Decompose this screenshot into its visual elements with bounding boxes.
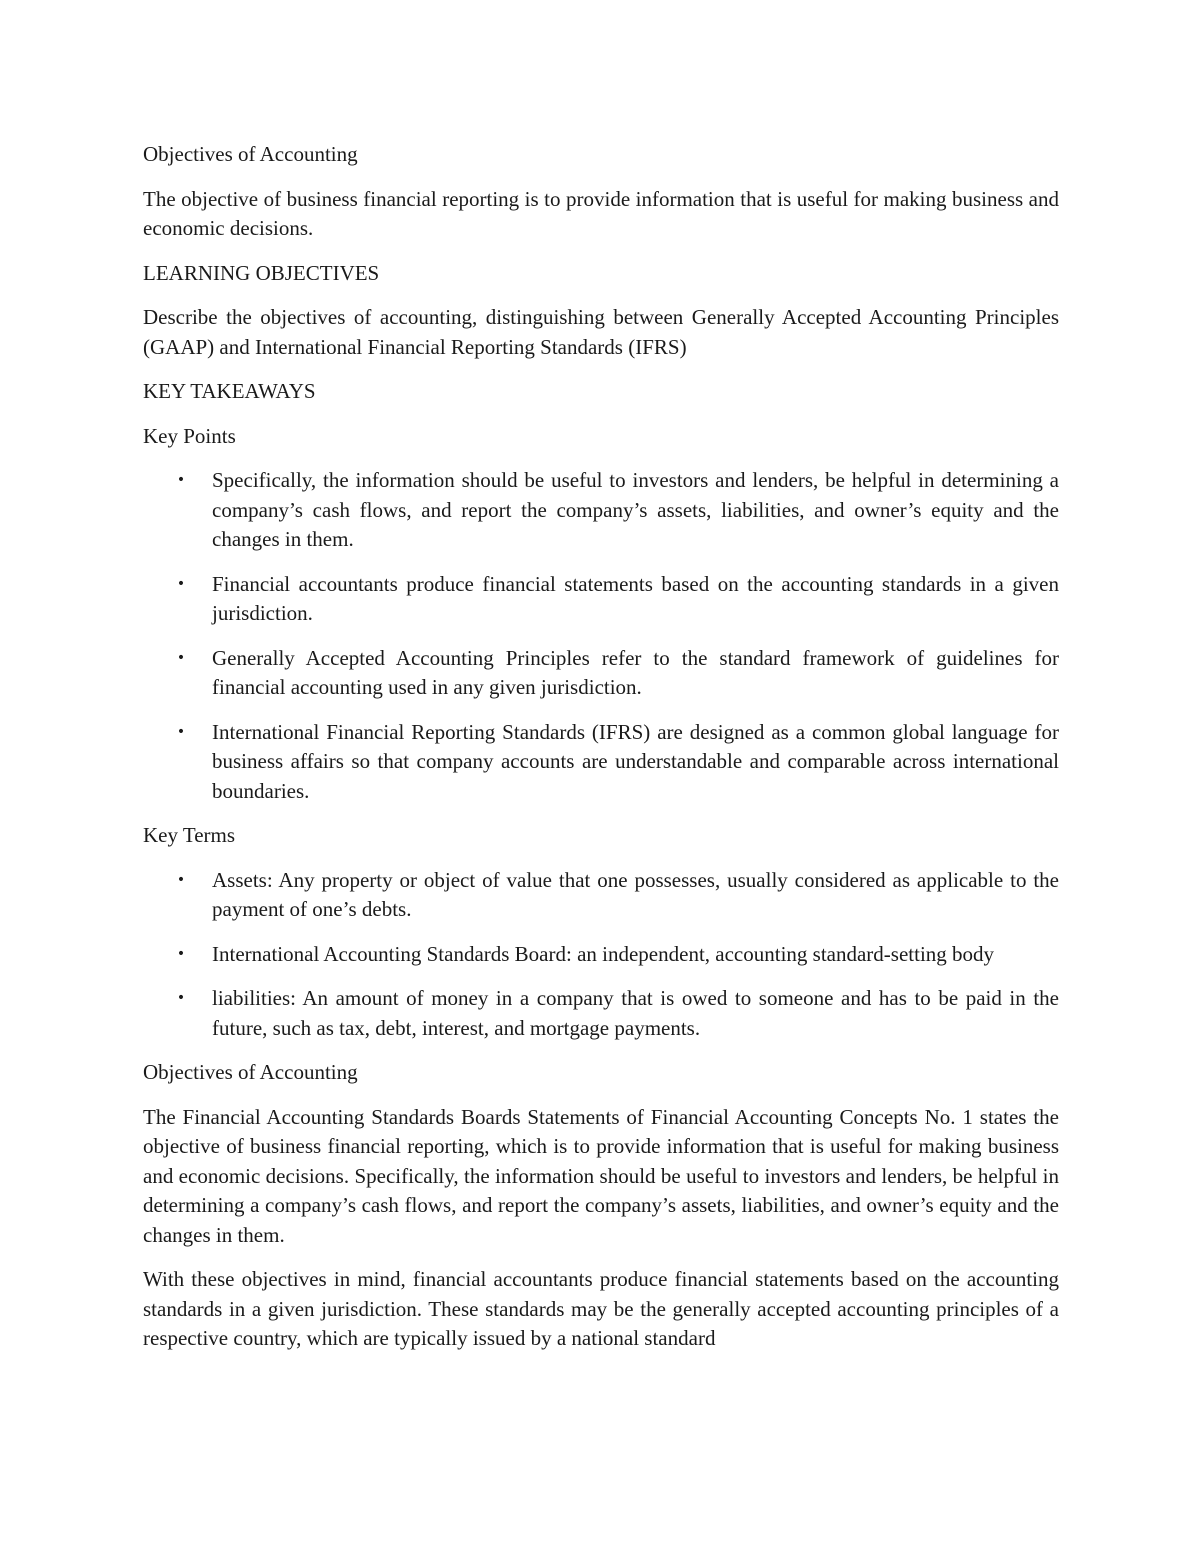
learning-objectives-heading: LEARNING OBJECTIVES: [143, 260, 380, 285]
list-item: [143, 644, 1059, 703]
bullet-icon: •: [176, 871, 186, 888]
body-paragraph: The Financial Accounting Standards Boards Statements of Financial Accounting Concepts No. 1 states the objective of business financial reporting, which is to provide information that is useful for making business and economic decisions. Specifically, the information should be useful to investors and lenders, be helpful in determining a company’s cash flows, and report the company’s assets, liabilities, and owner’s equity and the changes in them.: [143, 1104, 1059, 1247]
list-item: [143, 940, 1059, 970]
list-item-text: Specifically, the information should be useful to investors and lenders, be helpful in determining a company’s cash flows, and report the company’s assets, liabilities, and owner’s equity and the changes in them.: [212, 468, 1059, 551]
list-item-text: Financial accountants produce financial statements based on the accounting standards in a given jurisdiction.: [212, 571, 1059, 625]
key-terms-heading: Key Terms: [143, 823, 236, 847]
list-item-text: International Financial Reporting Standards (IFRS) are designed as a common global language for business affairs so that company accounts are understandable and comparable across international boundaries.: [212, 719, 1059, 803]
key-takeaways-heading: KEY TAKEAWAYS: [143, 379, 316, 403]
key-points-heading: Key Points: [143, 423, 236, 448]
bullet-icon: •: [176, 649, 186, 666]
list-item: [143, 466, 1059, 555]
list-item-text: International Accounting Standards Board: an independent, accounting standard-setting body: [212, 941, 995, 966]
list-item: [143, 984, 1059, 1043]
bullet-icon: •: [176, 945, 186, 962]
list-item: [143, 866, 1059, 925]
list-item: [143, 570, 1059, 629]
bullet-icon: •: [176, 723, 186, 740]
bullet-icon: •: [176, 575, 186, 592]
bullet-icon: •: [176, 990, 186, 1006]
list-item-text: Generally Accepted Accounting Principles refer to the standard framework of guidelines for financial accounting used in any given jurisdiction.: [212, 645, 1059, 699]
list-item: [143, 718, 1059, 807]
body-paragraph: With these objectives in mind, financial accountants produce financial statements based on the accounting standards in a given jurisdiction. These standards may be the generally accepted accounting principles of a respective country, which are typically issued by a national standard: [143, 1267, 1059, 1350]
section-heading: Objectives of Accounting: [143, 142, 358, 166]
section-heading: Objectives of Accounting: [143, 1060, 358, 1084]
bullet-icon: •: [176, 472, 186, 488]
key-points-list: [143, 466, 1059, 806]
list-item-text: liabilities: An amount of money in a company that is owed to someone and has to be paid in the future, such as tax, debt, interest, and mortgage payments.: [212, 986, 1059, 1040]
list-item-text: Assets: Any property or object of value that one possesses, usually considered as applicable to the payment of one’s debts.: [212, 867, 1059, 921]
document-page: [143, 140, 1059, 1369]
key-terms-list: [143, 866, 1059, 1044]
learning-objectives-text: Describe the objectives of accounting, distinguishing between Generally Accepted Accounting Principles (GAAP) and International Financial Reporting Standards (IFRS): [143, 305, 1059, 359]
intro-paragraph: The objective of business financial reporting is to provide information that is useful for making business and economic decisions.: [143, 186, 1059, 240]
